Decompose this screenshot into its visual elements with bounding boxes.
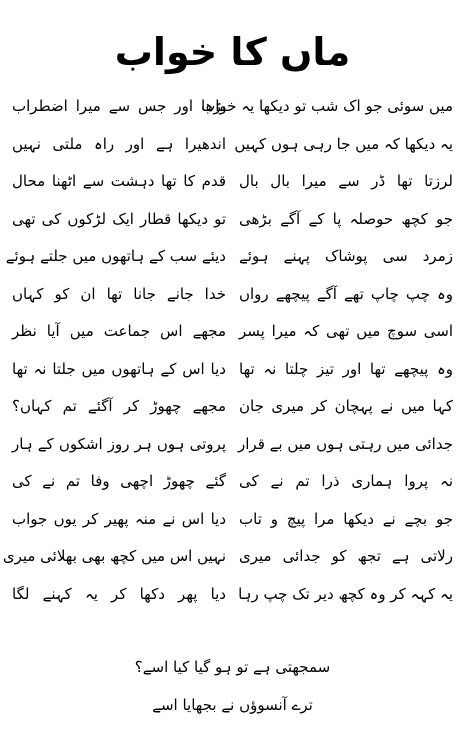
couplet bbox=[12, 88, 453, 126]
couplet-first-line: یہ دیکھا کہ میں جا رہی ہوں کہیں bbox=[234, 134, 453, 153]
couplet-second-line: مجھے اس جماعت میں آیا نظر bbox=[12, 322, 226, 340]
couplet-first-line: رلاتی ہے تجھ کو جدائی میری bbox=[239, 547, 453, 565]
couplet-first-line: وہ پیچھے تھا اور تیز چلتا نہ تھا bbox=[239, 359, 453, 378]
couplet bbox=[12, 501, 453, 539]
couplet-first-line: جو بچے نے دیکھا مرا پیچ و تاب bbox=[239, 509, 453, 528]
couplet bbox=[12, 276, 453, 314]
couplet-first-line: یہ کہہ کر وہ کچھ دیر تک چپ رہا bbox=[238, 584, 453, 603]
couplet bbox=[5, 238, 453, 276]
couplet-second-line: نہیں اس میں کچھ بھی بھلائی میری bbox=[2, 547, 226, 565]
couplet bbox=[12, 126, 453, 164]
closing-couplet bbox=[0, 648, 465, 724]
couplet bbox=[12, 426, 453, 464]
couplet bbox=[12, 576, 453, 614]
couplet-second-line: تو دیکھا قطار ایک لڑکوں کی تھی bbox=[12, 209, 226, 228]
couplet-first-line: نہ پروا ہماری ذرا تم نے کی bbox=[239, 472, 453, 490]
couplet-second-line: گئے چھوڑ اچھی وفا تم نے کی bbox=[12, 472, 226, 490]
couplet-first-line: وہ چپ چاپ تھے آگے پیچھے رواں bbox=[239, 284, 453, 303]
couplet bbox=[12, 463, 453, 501]
couplet-first-line: میں سوئی جو اک شب تو دیکھا یہ خواب bbox=[201, 97, 453, 115]
couplet-second-line: دیا پھر دکھا کر یہ کہنے لگا bbox=[12, 584, 226, 603]
couplet bbox=[12, 388, 453, 426]
couplet-second-line: قدم کا تھا دہشت سے اٹھنا محال bbox=[12, 172, 226, 190]
couplet-second-line: دیئے سب کے ہاتھوں میں جلتے ہوئے bbox=[5, 247, 226, 265]
couplet-first-line: کہا میں نے پہچان کر میری جان bbox=[239, 397, 453, 415]
couplet-first-line: اسی سوچ میں تھی کہ میرا پسر bbox=[239, 322, 453, 340]
closing-second-line: ترے آنسوؤں نے بجھایا اسے bbox=[152, 696, 313, 714]
couplet-second-line: بڑھا اور جس سے میرا اضطراب bbox=[12, 97, 226, 115]
couplet-first-line: جو کچھ حوصلہ پا کے آگے بڑھی bbox=[239, 209, 453, 228]
couplet-first-line: لرزتا تھا ڈر سے میرا بال بال bbox=[239, 172, 453, 190]
couplet-second-line: مجھے چھوڑ کر آگئے تم کہاں؟ bbox=[12, 397, 226, 415]
couplet-second-line: دیا اس نے منہ پھیر کر یوں جواب bbox=[12, 509, 226, 528]
couplet bbox=[12, 351, 453, 389]
couplet-first-line: زمرد سی پوشاک پہنے ہوئے bbox=[239, 247, 453, 265]
couplet bbox=[12, 201, 453, 239]
couplet bbox=[12, 313, 453, 351]
couplet-second-line: پروتی ہوں ہر روز اشکوں کے ہار bbox=[12, 434, 226, 453]
couplet-second-line: اندھیرا ہے اور راہ ملتی نہیں bbox=[12, 134, 226, 153]
closing-first-line: سمجھتی ہے تو ہو گیا کیا اسے؟ bbox=[134, 658, 331, 676]
couplet bbox=[12, 163, 453, 201]
poem-title: ماں کا خواب bbox=[114, 30, 351, 74]
couplet-second-line: خدا جانے جانا تھا ان کو کہاں bbox=[12, 284, 226, 303]
couplet-first-line: جدائی میں رہتی ہوں میں بے قرار bbox=[238, 434, 453, 453]
couplet bbox=[2, 538, 453, 576]
poem-body bbox=[2, 88, 453, 613]
couplet-second-line: دیا اس کے ہاتھوں میں جلتا نہ تھا bbox=[12, 359, 226, 378]
